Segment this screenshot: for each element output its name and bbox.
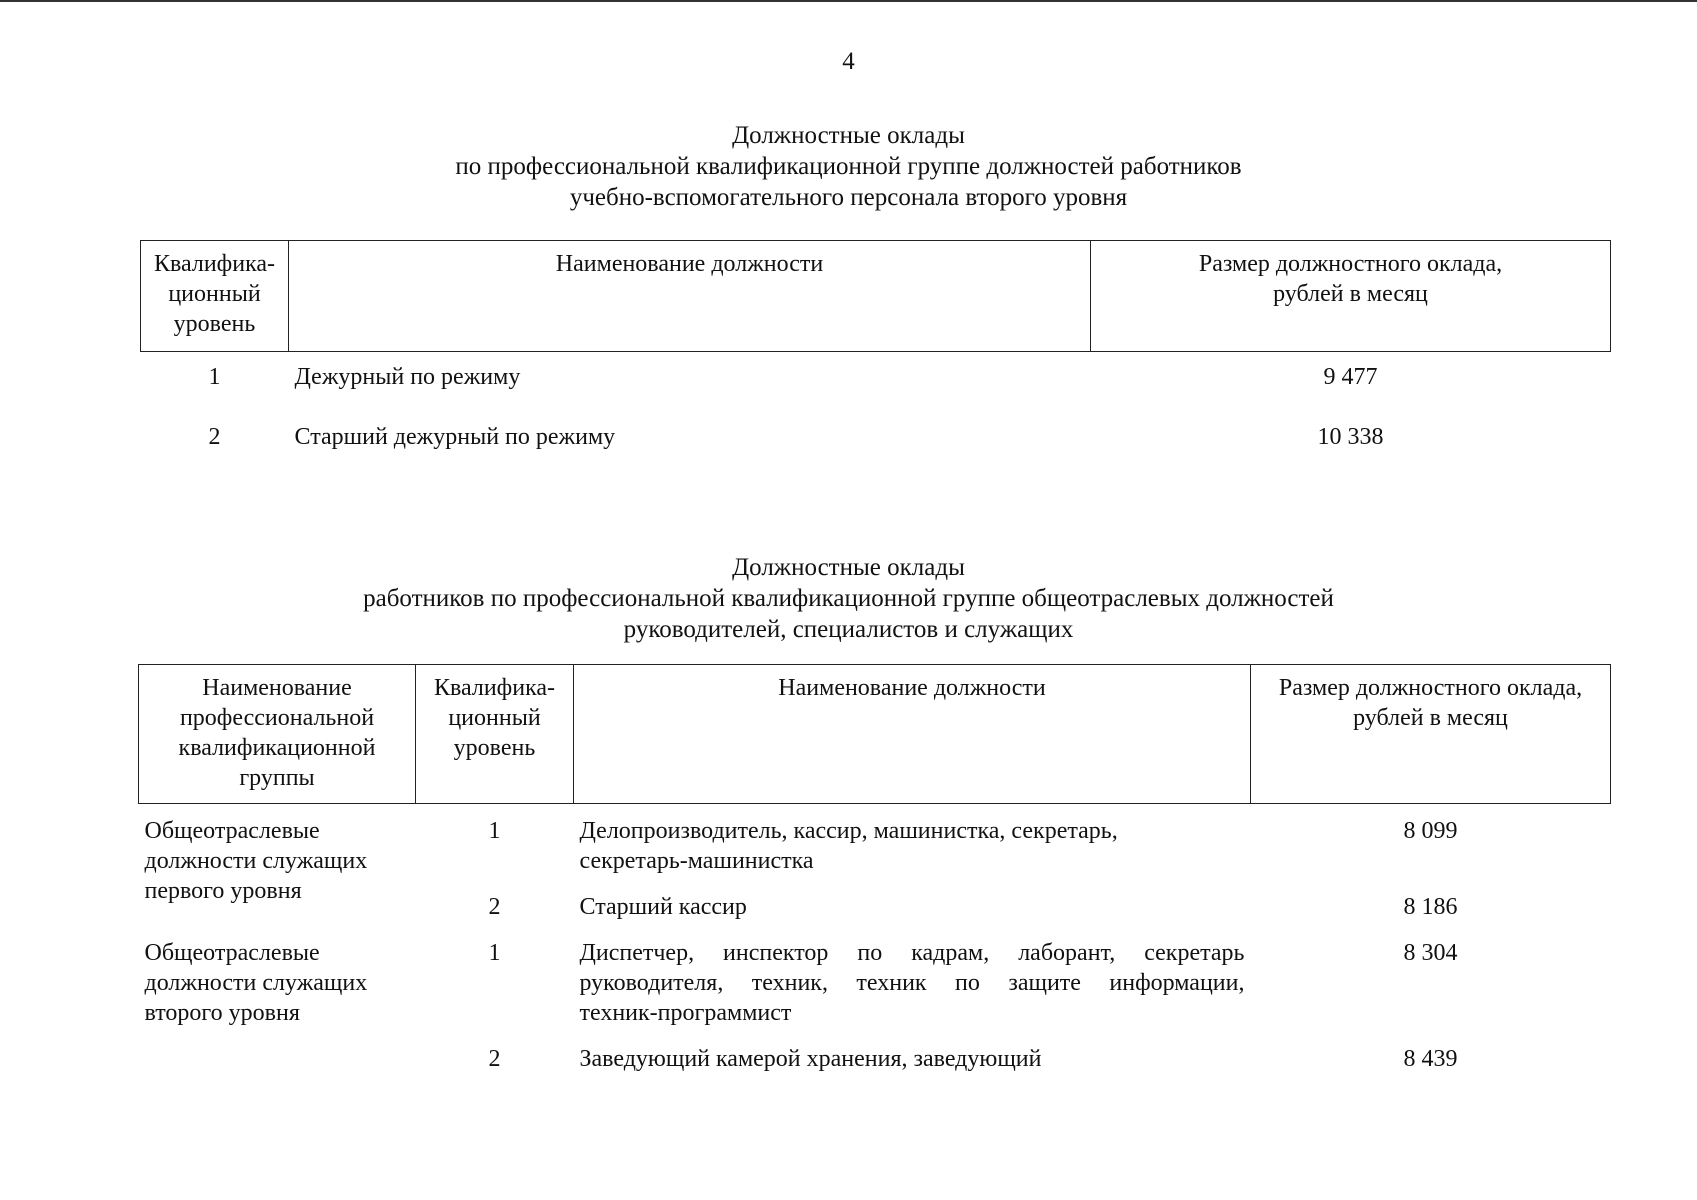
page-number: 4 (842, 48, 855, 75)
cell-level: 2 (208, 424, 221, 450)
cell-salary: 8 304 (1403, 940, 1458, 966)
header-position: Наименование должности (289, 241, 1091, 352)
section1-heading-line: Должностные оклады (732, 122, 965, 149)
text-line: ционный (168, 281, 261, 307)
cell-level: 2 (488, 1046, 501, 1072)
section2-heading-line: работников по профессиональной квалификационной группе общеотраслевых должностей (363, 585, 1334, 612)
cell-level: 1 (488, 818, 501, 844)
cell-level: 2 (488, 894, 501, 920)
cell-group (139, 804, 416, 927)
text-line: первого уровня (144, 878, 302, 904)
table-row (141, 412, 1611, 472)
text-line: Квалифика- (433, 675, 556, 701)
text-line: Делопроизводитель, кассир, машинистка, секретарь, (579, 818, 1118, 844)
section1-heading-line: по профессиональной квалификационной группе должностей работников (455, 153, 1242, 180)
text-line: уровень (453, 735, 536, 761)
section1-heading-line: учебно-вспомогательного персонала второго уровня (569, 184, 1128, 211)
text-line: Размер должностного оклада, (1278, 675, 1583, 701)
header-group (139, 665, 416, 804)
table-row (141, 352, 1611, 413)
cell-level: 1 (488, 940, 501, 966)
text-line: Общеотраслевые (144, 940, 320, 966)
section2-header-row (139, 665, 1611, 804)
header-level (416, 665, 574, 804)
cell-salary: 10 338 (1317, 424, 1384, 450)
text-line: группы (239, 765, 315, 791)
cell-level: 1 (208, 364, 221, 390)
text-line: Диспетчер, инспектор по кадрам, лаборант, секретарь (579, 940, 1245, 966)
cell-group (139, 926, 416, 1078)
section2-heading-line: руководителей, специалистов и служащих (623, 616, 1074, 643)
section1-header-row (141, 241, 1611, 352)
top-rule (0, 0, 1697, 2)
section2-heading-line: Должностные оклады (732, 554, 965, 581)
text-line: руководителя, техник, техник по защите информации, (579, 970, 1245, 996)
section2-table (138, 664, 1611, 1078)
text-line: ционный (448, 705, 541, 731)
text-line: Общеотраслевые (144, 818, 320, 844)
text-line: профессиональной (179, 705, 375, 731)
table-row (139, 804, 1611, 881)
text-line: техник-программист (579, 1000, 792, 1026)
header-level (141, 241, 289, 352)
text-line: Старший кассир (579, 894, 747, 920)
text-line: должности служащих (144, 848, 368, 874)
text-line: должности служащих (144, 970, 368, 996)
section1-table (140, 240, 1611, 472)
cell-position (574, 926, 1251, 1032)
cell-salary: 8 186 (1403, 894, 1458, 920)
cell-position: Старший дежурный по режиму (294, 424, 616, 450)
text-line: уровень (173, 311, 256, 337)
text-line: рублей в месяц (1273, 281, 1428, 307)
text-line: Заведующий камерой хранения, заведующий (579, 1046, 1042, 1072)
text-line: Квалифика- (153, 251, 276, 277)
section2-heading (0, 552, 1697, 645)
text-line: рублей в месяц (1353, 705, 1508, 731)
cell-position: Дежурный по режиму (294, 364, 521, 390)
text-line: секретарь-машинистка (579, 848, 814, 874)
text-line: Размер должностного оклада, (1198, 251, 1503, 277)
section1-heading (0, 120, 1697, 213)
text-line: квалификационной (178, 735, 376, 761)
cell-salary: 8 439 (1403, 1046, 1458, 1072)
cell-position (574, 804, 1251, 881)
cell-salary: 8 099 (1403, 818, 1458, 844)
cell-salary: 9 477 (1323, 364, 1378, 390)
header-position: Наименование должности (574, 665, 1251, 804)
header-salary (1251, 665, 1611, 804)
table-row (139, 926, 1611, 1032)
cell-position (574, 880, 1251, 926)
header-salary (1091, 241, 1611, 352)
cell-position (574, 1032, 1251, 1078)
text-line: второго уровня (144, 1000, 300, 1026)
text-line: Наименование (202, 675, 352, 701)
